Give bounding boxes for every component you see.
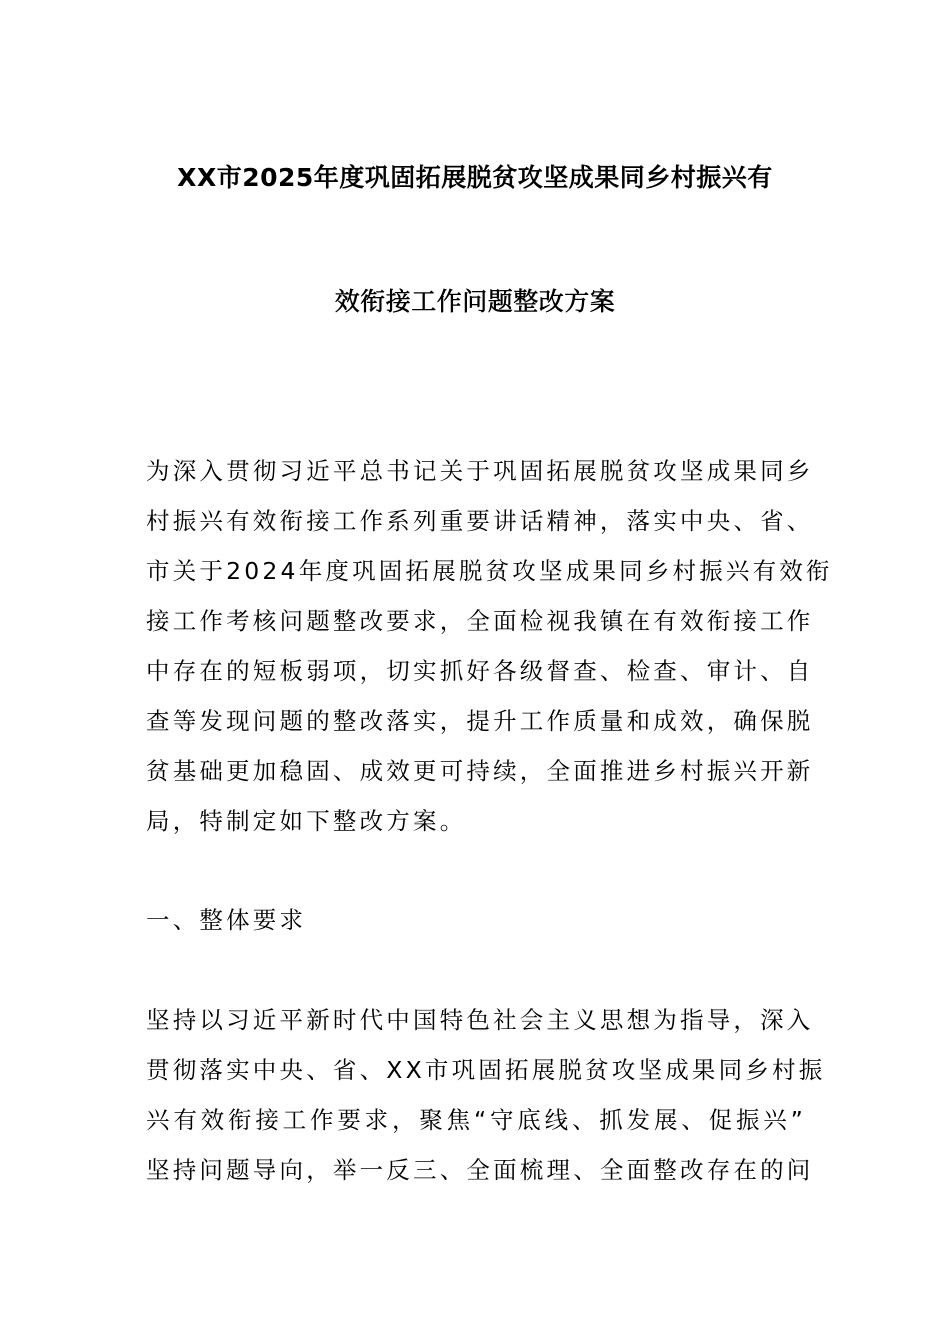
paragraph-line: 兴有效衔接工作要求，聚焦“守底线、抓发展、促振兴” (146, 1106, 806, 1134)
paragraph-line: 查等发现问题的整改落实，提升工作质量和成效，确保脱 (146, 707, 814, 735)
paragraph-line: 贯彻落实中央、省、XX市巩固拓展脱贫攻坚成果同乡村振 (146, 1056, 826, 1084)
section-heading-overall-requirements: 一、整体要求 (146, 906, 307, 934)
paragraph-line: 坚持问题导向，举一反三、全面梳理、全面整改存在的问 (146, 1156, 814, 1184)
paragraph-line: 接工作考核问题整改要求，全面检视我镇在有效衔接工作 (146, 607, 814, 635)
paragraph-line: 市关于2024年度巩固拓展脱贫攻坚成果同乡村振兴有效衔 (146, 557, 833, 585)
paragraph-line: 坚持以习近平新时代中国特色社会主义思想为指导，深入 (146, 1006, 814, 1034)
paragraph-line: 为深入贯彻习近平总书记关于巩固拓展脱贫攻坚成果同乡 (146, 457, 814, 485)
paragraph-line: 局，特制定如下整改方案。 (146, 807, 467, 835)
paragraph-line: 贫基础更加稳固、成效更可持续，全面推进乡村振兴开新 (146, 757, 814, 785)
paragraph-line: 中存在的短板弱项，切实抓好各级督查、检查、审计、自 (146, 657, 814, 685)
document-title-line-1: XX市2025年度巩固拓展脱贫攻坚成果同乡村振兴有 (177, 163, 773, 192)
paragraph-line: 村振兴有效衔接工作系列重要讲话精神，落实中央、省、 (146, 507, 814, 535)
document-title-line-2: 效衔接工作问题整改方案 (334, 287, 616, 316)
